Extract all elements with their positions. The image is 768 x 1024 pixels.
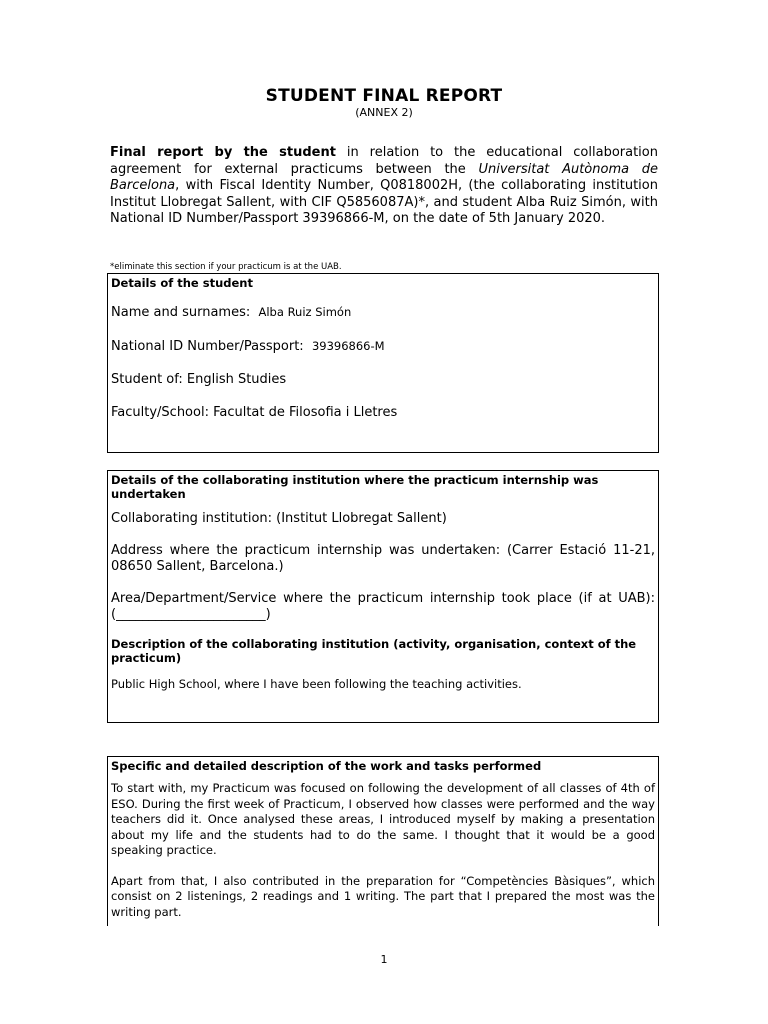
tasks-box [107,756,659,926]
intro-university: Universitat Autònoma de Barcelona [110,161,658,193]
internship-address: Address where the practicum internship was undertaken: (Carrer Estació 11-21, 08650 Sallent, Barcelona.) [111,543,655,574]
intro-paragraph [110,145,658,228]
tasks-heading: Specific and detailed description of the work and tasks performed [111,759,542,773]
internship-area: Area/Department/Service where the practicum internship took place (if at UAB): (_______________________) [111,591,655,622]
footnote: *eliminate this section if your practicum is at the UAB. [110,262,342,272]
student-details-heading: Details of the student [111,276,253,290]
intro-bold-lead: Final report by the student [110,145,336,160]
institution-description-text: Public High School, where I have been following the teaching activities. [111,677,522,691]
student-studies: Student of: English Studies [111,372,287,387]
student-faculty: Faculty/School: Facultat de Filosofia i Lletres [111,405,398,420]
intro-text-2: , with Fiscal Identity Number, Q0818002H, (the collaborating institution Institut Llobregat Sallent, with CIF Q5856087A)*, and student Alba Ruiz Simón, with National ID Number/Passport 39396866-M [110,178,658,226]
collaborating-institution: Collaborating institution: (Institut Llobregat Sallent) [111,511,447,526]
institution-description-heading: Description of the collaborating institution (activity, organisation, context of the practicum) [111,637,637,665]
page-number: 1 [380,953,388,966]
intro-text-1: in relation to the educational collaboration agreement for external practicums between the [110,145,658,177]
institution-details-heading: Details of the collaborating institution where the practicum internship was undertaken [111,473,599,501]
annex-label: (ANNEX 2) [355,106,413,119]
intro-text-3: , on the date of 5th January 2020. [384,211,606,226]
student-id-value: 39396866-M [311,339,385,353]
tasks-paragraph-2: Apart from that, I also contributed in the preparation for “Competències Bàsiques”, which consist on 2 listenings, 2 readings and 1 writing. The part that I prepared the most was the writing part. [111,873,655,919]
student-id-row [111,338,655,355]
tasks-paragraph-1: To start with, my Practicum was focused on following the development of all classes of 4th of ESO. During the first week of Practicum, I observed how classes were performed and the way teachers did it. Once analysed these areas, I introduced myself by making a presentation about my life and the students had to do the same. I thought that it would be a good speaking practice. [111,781,655,857]
document-title: STUDENT FINAL REPORT [265,86,503,106]
student-name-label: Name and surnames: [111,305,251,320]
student-name-value: Alba Ruiz Simón [258,305,352,319]
student-name-row [111,304,655,321]
institution-details-box [107,470,659,723]
student-id-label: National ID Number/Passport: [111,339,304,354]
student-details-box [107,273,659,453]
